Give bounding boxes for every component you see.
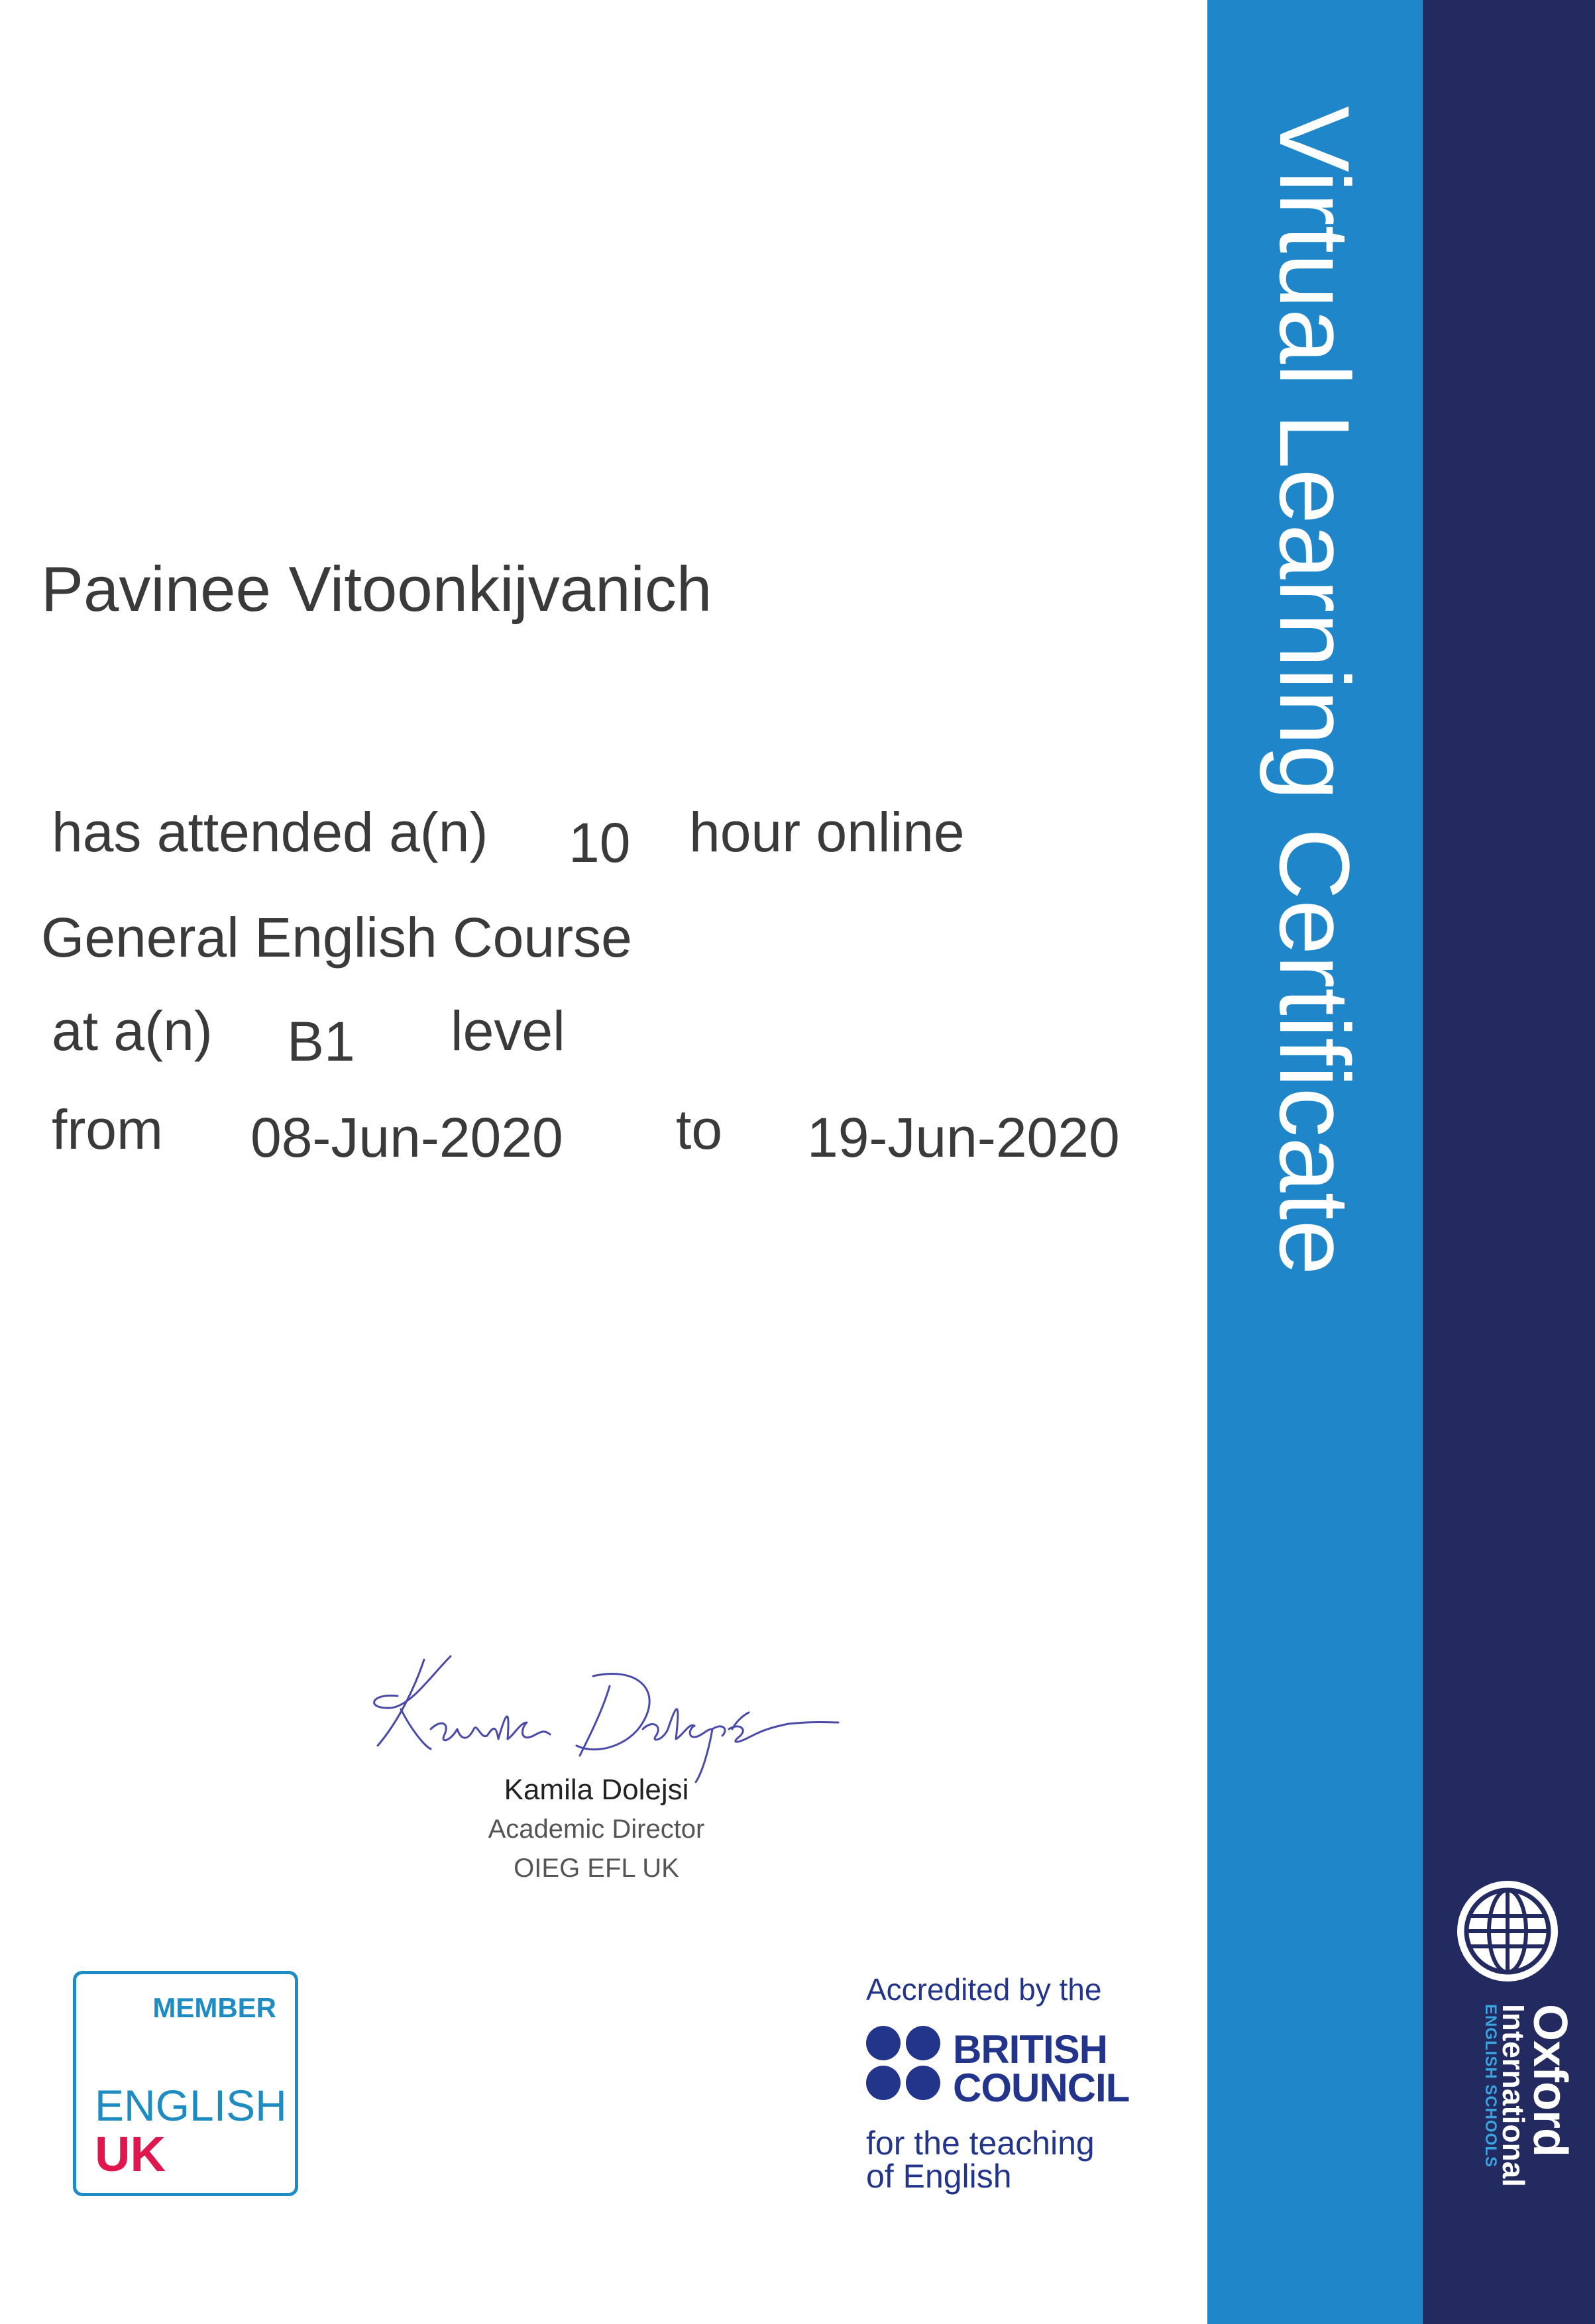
bc-british: BRITISH <box>953 2027 1107 2072</box>
english-uk-english: ENGLISH <box>95 2081 287 2130</box>
start-date: 08-Jun-2020 <box>250 1106 563 1169</box>
british-council-logo <box>865 1974 1143 2199</box>
bc-dots-icon <box>866 2026 944 2104</box>
english-uk-member: MEMBER <box>152 1992 276 2023</box>
signatory-name: Kamila Dolejsi <box>504 1773 689 1806</box>
oxford-line2: International <box>1496 2004 1531 2188</box>
bc-teaching-2: of English <box>866 2158 1012 2195</box>
signatory-organisation: OIEG EFL UK <box>514 1854 679 1883</box>
end-date: 19-Jun-2020 <box>807 1106 1120 1169</box>
english-uk-logo <box>73 1971 298 2196</box>
oxford-line1: Oxford <box>1523 2004 1576 2157</box>
attended-prefix: has attended a(n) <box>52 801 488 863</box>
bc-council: COUNCIL <box>953 2066 1130 2110</box>
signature <box>351 1630 842 1789</box>
level-suffix: level <box>451 1000 565 1062</box>
english-uk-uk: UK <box>95 2127 166 2182</box>
from-label: from <box>52 1098 163 1161</box>
signatory-role: Academic Director <box>488 1815 705 1844</box>
level-prefix: at a(n) <box>52 1000 213 1062</box>
recipient-name: Pavinee Vitoonkijvanich <box>41 554 712 625</box>
bc-accredited: Accredited by the <box>866 1972 1102 2007</box>
oxford-line3: ENGLISH SCHOOLS <box>1482 2004 1500 2168</box>
globe-icon <box>1455 1875 1561 1987</box>
to-label: to <box>676 1098 723 1161</box>
oxford-wordmark <box>1482 2004 1574 2187</box>
certificate-title: Virtual Learning Certificate <box>1259 106 1370 1275</box>
hours-suffix: hour online <box>689 801 965 863</box>
course-hours: 10 <box>569 812 631 874</box>
course-name: General English Course <box>41 906 632 969</box>
course-level: B1 <box>287 1010 355 1073</box>
bc-teaching-1: for the teaching <box>866 2125 1095 2162</box>
